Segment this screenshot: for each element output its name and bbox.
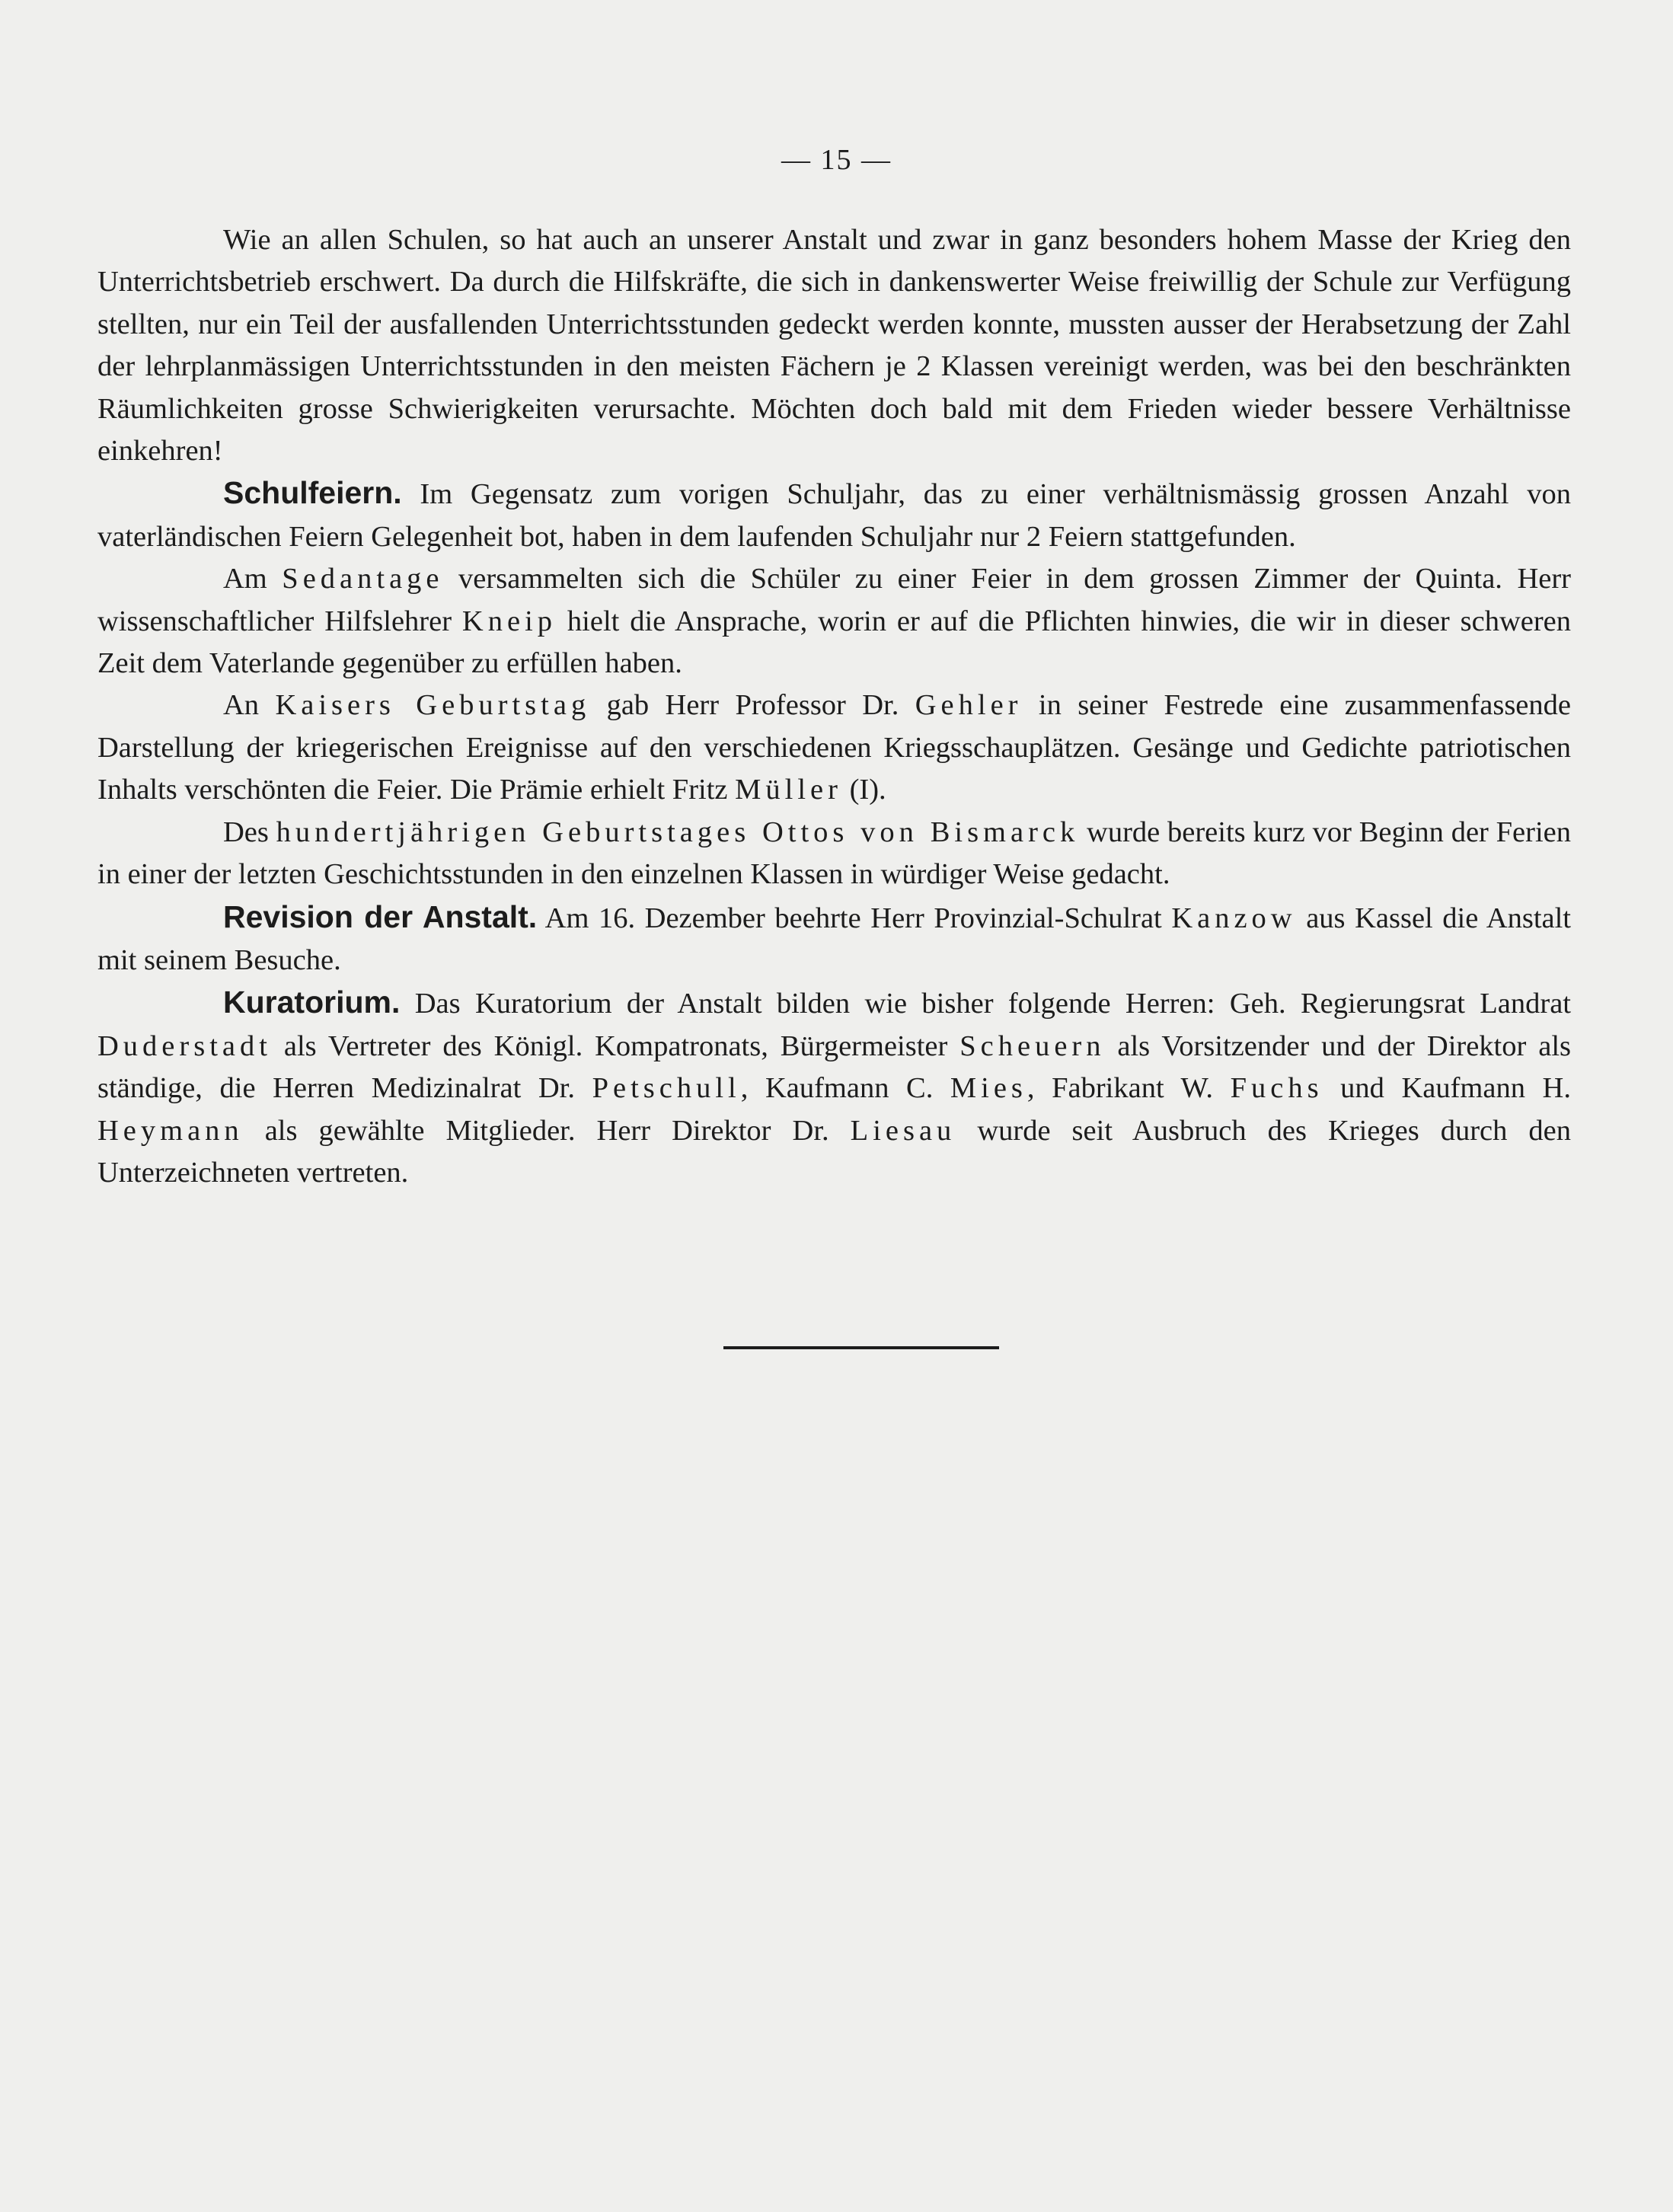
paragraph-kaisers-geburtstag: An Kaisers Geburtstag gab Herr Professor Dr. Gehler in seiner Festrede eine zusammenfassende Darstellung der kriegerischen Ereignisse auf den verschiedenen Kriegsschauplätzen. Gesänge und Gedichte patriotischen Inhalts verschönten die Feier. Die Prämie erhielt Fritz Müller (I). <box>97 689 1571 806</box>
paragraph-bismarck: Des hundertjährigen Geburtstages Ottos von Bismarck wurde bereits kurz vor Beginn der Ferien in einer der letzten Geschichtsstunden in den einzelnen Klassen in würdiger Weise gedacht. <box>97 816 1571 891</box>
person-name: Petschull <box>592 1072 741 1105</box>
section-heading-schulfeiern: Schulfeiern. <box>223 475 402 511</box>
section-divider <box>723 1346 999 1349</box>
section-heading-kuratorium: Kuratorium. <box>223 985 401 1020</box>
spaced-term: Sedantage <box>282 563 444 595</box>
paragraph-war-impact: Wie an allen Schulen, so hat auch an unserer Anstalt und zwar in ganz besonders hohem Masse der Krieg den Unterrichtsbetrieb erschwert. Da durch die Hilfskräfte, die sich in dankenswerter Weise freiwillig der Schule zur Verfügung stellten, nur ein Teil der ausfallenden Unterrichtsstunden gedeckt werden konnte, mussten ausser der Herabsetzung der Zahl der lehrplanmässigen Unterrichtsstunden in den meisten Fächern je 2 Klassen vereinigt werden, was bei den beschränkten Räumlichkeiten grosse Schwierigkeiten verursachte. Möchten doch bald mit dem Frieden wieder bessere Verhältnisse einkehren! <box>97 224 1571 468</box>
spaced-term: hundertjährigen Geburtstages Ottos von Bismarck <box>276 816 1080 848</box>
schulfeiern-text: Im Gegensatz zum vorigen Schuljahr, das zu einer verhältnismässig grossen Anzahl von vaterländischen Feiern Gelegenheit bot, haben in dem laufenden Schuljahr nur 2 Feiern stattgefunden. <box>97 478 1571 553</box>
section-heading-revision: Revision der Anstalt. <box>223 899 538 934</box>
paragraph-schulfeiern <box>97 472 1571 558</box>
page-number: — 15 — <box>781 144 892 176</box>
person-name: Heymann <box>97 1114 244 1147</box>
person-name: Müller <box>735 774 842 806</box>
person-name: Liesau <box>850 1114 956 1147</box>
spaced-term: Kaisers Geburtstag <box>275 689 591 722</box>
person-name: Fuchs <box>1230 1072 1323 1105</box>
paragraph-revision: Revision der Anstalt. Am 16. Dezember beehrte Herr Provinzial-Schulrat Kanzow aus Kassel die Anstalt mit seinem Besuche. <box>97 899 1572 976</box>
person-name: Kneip <box>461 605 557 637</box>
document-body <box>97 219 1571 1194</box>
person-name: Mies <box>950 1072 1027 1105</box>
paragraph-sedantag: Am Sedantage versammelten sich die Schüler zu einer Feier in dem grossen Zimmer der Quinta. Herr wissenschaftlicher Hilfslehrer Kneip hielt die Ansprache, worin er auf die Pflichten hinwies, die wir in dieser schweren Zeit dem Vaterlande gegenüber zu erfüllen haben. <box>97 563 1572 680</box>
person-name: Gehler <box>915 689 1023 722</box>
person-name: Duderstadt <box>97 1029 272 1062</box>
paragraph-kuratorium: Kuratorium. Das Kuratorium der Anstalt bilden wie bisher folgende Herren: Geh. Regierungsrat Landrat Duderstadt als Vertreter des Königl. Kompatronats, Bürgermeister Scheuern als Vorsitzender und der Direktor als ständige, die Herren Medizinalrat Dr. Petschull, Kaufmann C. Mies, Fabrikant W. Fuchs und Kaufmann H. Heymann als gewählte Mitglieder. Herr Direktor Dr. Liesau wurde seit Ausbruch des Krieges durch den Unterzeichneten vertreten. <box>97 985 1572 1189</box>
person-name: Kanzow <box>1171 902 1297 934</box>
person-name: Scheuern <box>959 1029 1106 1062</box>
